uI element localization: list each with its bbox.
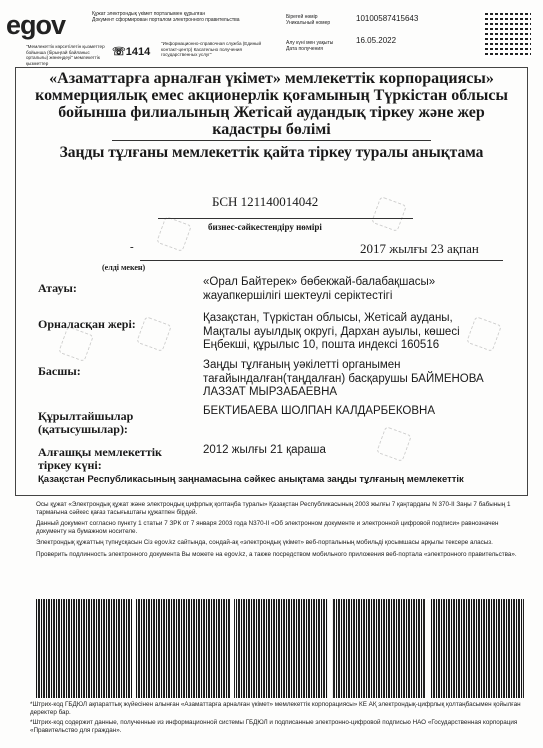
bsn-label: бизнес-сәйкестендіру нөмірі: [208, 222, 322, 232]
divider: [140, 260, 503, 261]
doc-number-label-kz: Бірегей нөмір: [286, 14, 318, 20]
egov-header: [6, 8, 537, 66]
field-label-director: Басшы:: [38, 364, 81, 378]
legal-notes: [36, 501, 526, 563]
settlement-label: (елді мекен): [102, 263, 146, 272]
customer-note: "Мемлекеттік көрсетілетін қызметтер бойынша (бірыңғай байланыс орталығы) жөнеңдеуі" мемлекеттік қызметтер: [26, 44, 105, 66]
field-label-name: Атауы:: [38, 281, 77, 295]
divider: [158, 218, 413, 219]
portal-line-ru: Документ сформирован порталом электронного правительства: [92, 17, 240, 23]
field-value-founders: БЕКТИБАЕВА ШОЛПАН КАЛДАРБЕКОВНА: [203, 405, 436, 417]
doc-number: 10100587415643: [356, 14, 419, 23]
barcode-gap: [426, 599, 430, 698]
bsn-number: БСН 121140014042: [212, 194, 319, 209]
portal-line-kz: Құжат электрондық үкімет порталымен құрылған: [92, 11, 206, 17]
field-label-founders: Құрылтайшылар (қатысушылар):: [38, 409, 134, 436]
date-label-kz: Алу күні мен уақыты: [286, 40, 334, 46]
footnote-kz: *Штрих-код ГБДЮЛ ақпараттық жүйесінен алынған «Азаматтарға арналған үкімет» мемлекеттік корпорациясы» КЕ АҚ электрондық-цифрлық қолтаңбасымен қойылған деректер бар.: [30, 701, 521, 716]
registration-date: 2017 жылғы 23 ақпан: [360, 241, 479, 256]
footnotes: [30, 701, 525, 737]
portal-lines: [92, 11, 262, 23]
service-note: "Информационно-справочная служба (Единый контакт-центр) Касательно получения государственных услуг": [161, 41, 262, 57]
date-label-ru: Дата получения: [286, 46, 323, 52]
field-label-address: Орналасқан жері:: [38, 317, 136, 331]
field-value-director: Заңды тұлғаның уәкілетті органымен тағайындалған(таңдалған) басқарушы БАЙМЕНОВА ЛАЗЗАТ МЫРЗАБАЕВНА: [203, 359, 484, 398]
doc-number-label-ru: Уникальный номер: [286, 20, 331, 26]
barcode-gap: [230, 599, 234, 698]
note-kz-verify: Электрондық құжаттың түпнұсқасын Сіз egov.kz сайтында, сондай-ақ «электрондық үкімет» веб-порталының мобильді қосымшасы арқылы тексере аласыз.: [36, 539, 493, 547]
field-value-first-registration: 2012 жылғы 21 қараша: [203, 444, 326, 456]
field-label-first-registration: Алғашқы мемлекеттік тіркеу күні:: [38, 445, 162, 472]
header-values: [356, 16, 418, 60]
note-ru-verify: Проверить подлинность электронного документа Вы можете на egov.kz, а также посредством мобильного приложения веб-портала «электронного правительства».: [36, 550, 517, 558]
settlement-value: -: [130, 241, 134, 253]
egov-logo: egov: [6, 10, 66, 40]
phone-icon: ☏: [112, 46, 126, 58]
document-title: Заңды тұлғаны мемлекеттік қайта тіркеу туралы анықтама: [59, 144, 484, 161]
barcode-gap: [132, 599, 136, 698]
phone-number: ☏1414: [112, 46, 151, 58]
footer-line: Қазақстан Республикасының заңнамасына сәйкес анықтама заңды тұлғаның мемлекеттік: [38, 474, 464, 485]
field-value-address: Қазақстан, Түркістан облысы, Жетісай ауданы, Мақталы ауылдық округі, Дархан ауылы, көшесі Еңбекші, құрылыс 10, пошта индексі 160516: [203, 312, 460, 351]
field-value-name: «Орал Байтерек» бөбекжай-балабақшасы» жауапкершілігі шектеулі серіктестігі: [203, 276, 436, 302]
divider: [112, 140, 431, 141]
note-ru-legal: Данный документ согласно пункту 1 статьи 7 ЗРК от 7 января 2003 года N370-II «Об электронном документе и электронной цифровой подписи» равнозначен документу на бумажном носителе.: [36, 520, 499, 535]
qr-code: [483, 10, 531, 58]
header-labels: [286, 14, 336, 52]
note-kz-legal: Осы құжат «Электрондық құжат және электрондық цифрлық қолтаңба туралы» Қазақстан Республикасының 2003 жылғы 7 қаңтардағы N 370-II Заңы 7 бабының 1 тармағына сәйкес қағаз тасығыштағы құжатпен бірдей.: [36, 501, 511, 516]
date-value: 16.05.2022: [356, 36, 397, 45]
footnote-ru: *Штрих-код содержит данные, полученные из информационной системы ГБДЮЛ и подписанные электронно-цифровой подписью НАО «Государственная корпорация «Правительство для граждан».: [30, 719, 518, 734]
barcode-gap: [328, 599, 332, 698]
barcode: [36, 599, 524, 698]
organization-name: «Азаматтарға арналған үкімет» мемлекеттік корпорациясы» коммерциялық емес акционерлік қоғамының Түркістан облысы бойынша филиалының Жетісай аудандық тіркеу және жер кадастры бөлімі: [35, 70, 508, 138]
